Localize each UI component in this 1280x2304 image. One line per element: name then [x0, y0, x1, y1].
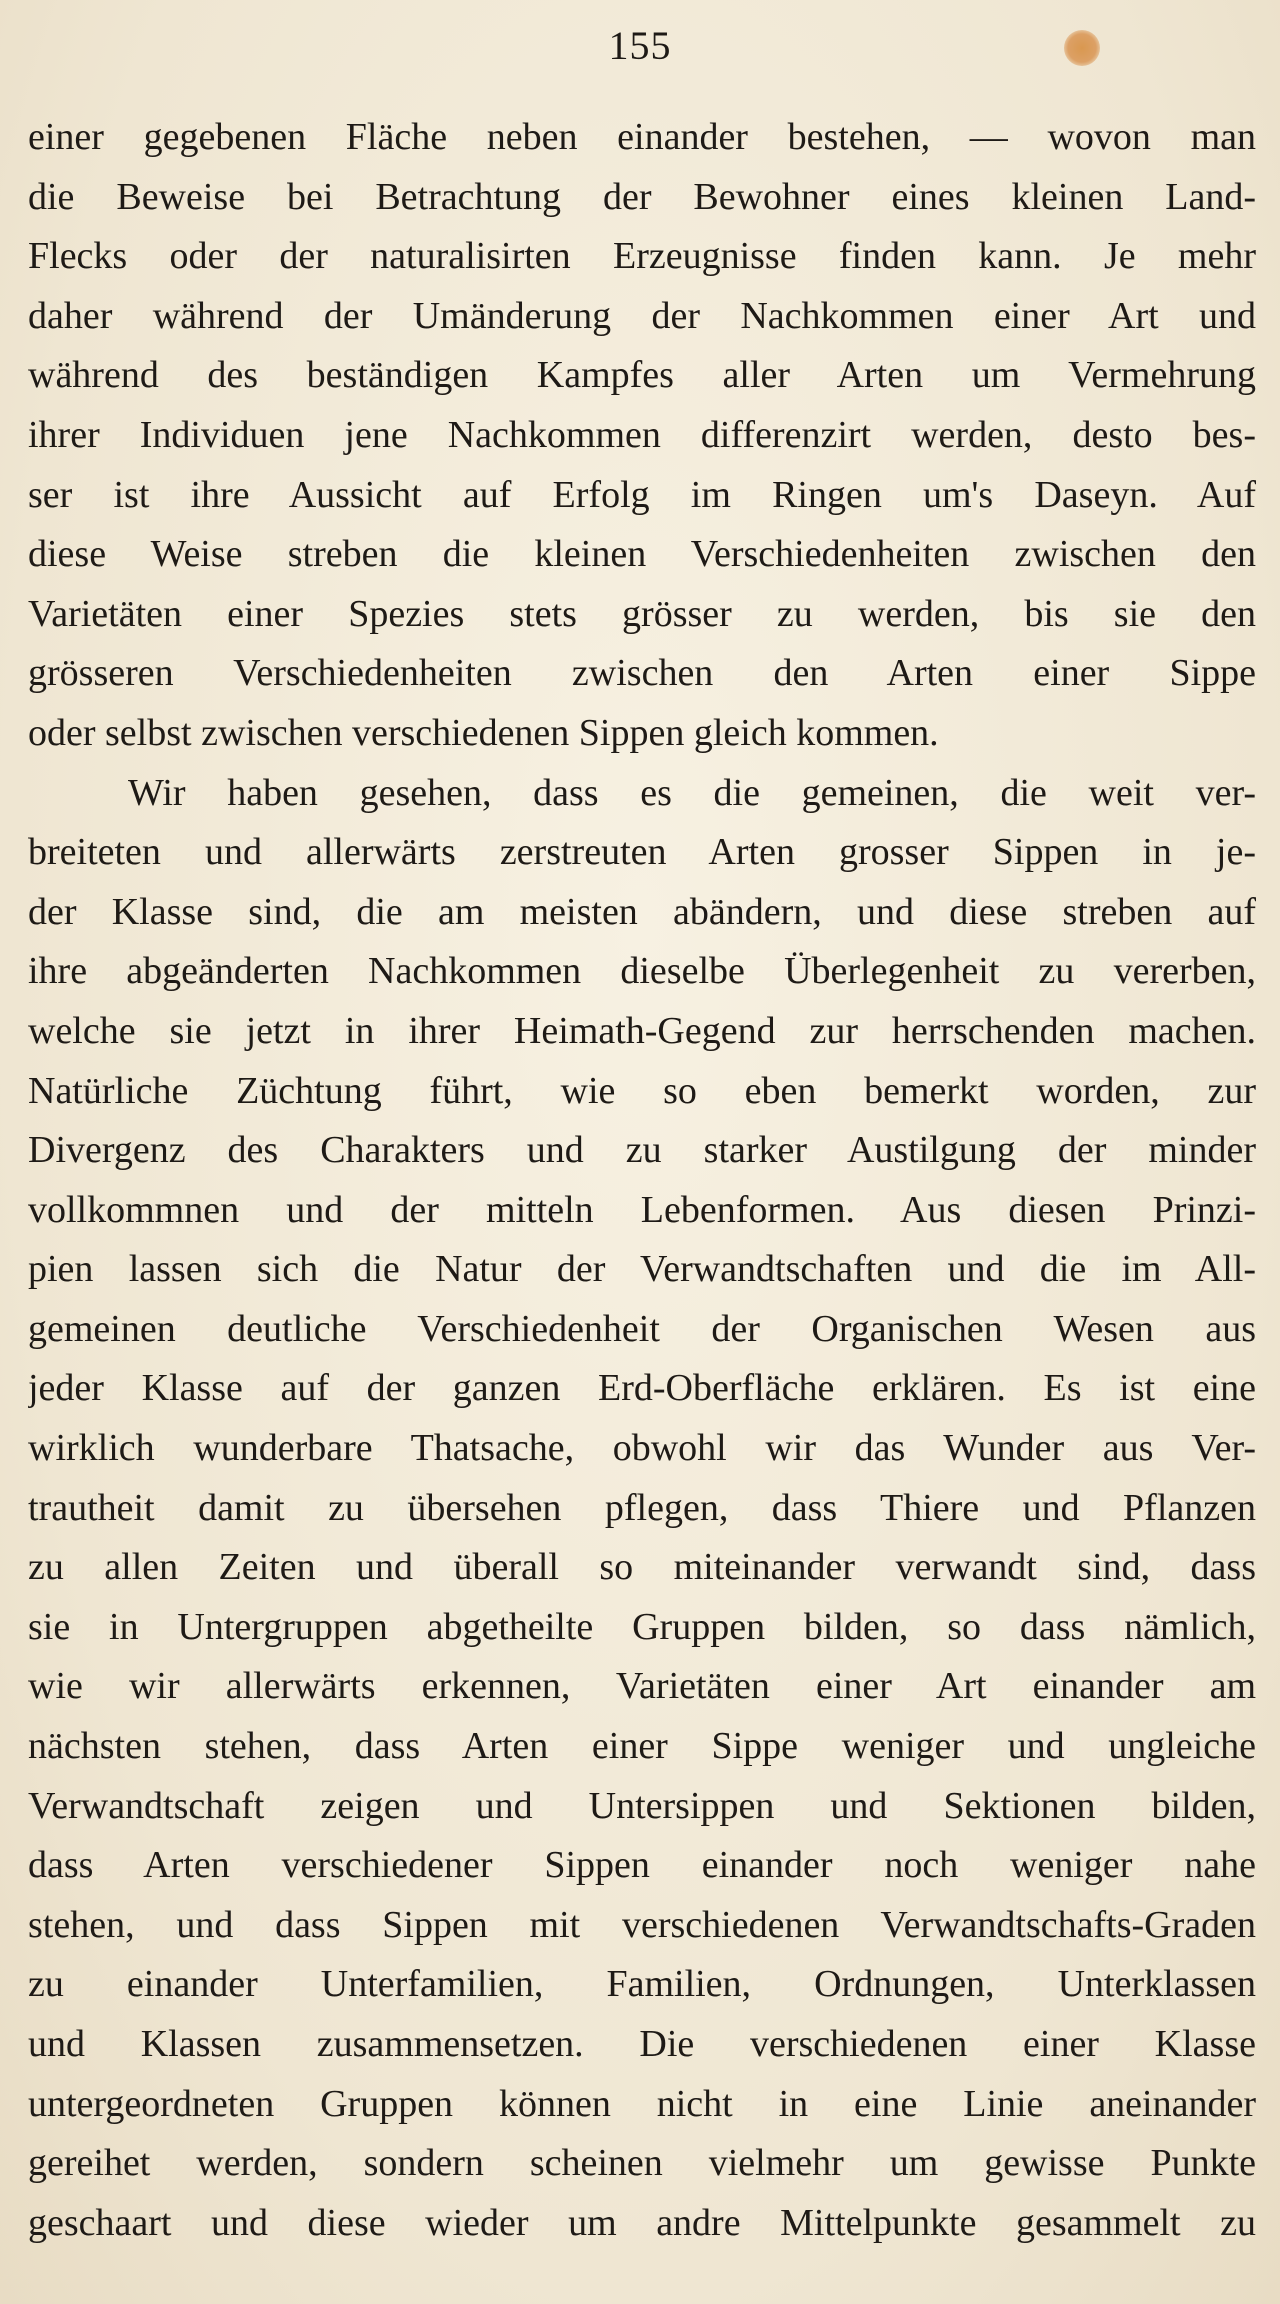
- text-line: breiteten und allerwärts zerstreuten Arten grosser Sippen in je-: [28, 831, 1256, 874]
- text-line: welche sie jetzt in ihrer Heimath-Gegend zur herrschenden machen.: [28, 1009, 1256, 1052]
- text-line: der Klasse sind, die am meisten abändern, und diese streben auf: [28, 890, 1256, 933]
- text-line: Natürliche Züchtung führt, wie so eben bemerkt worden, zur: [28, 1069, 1256, 1112]
- text-line: wie wir allerwärts erkennen, Varietäten einer Art einander am: [28, 1665, 1256, 1708]
- text-line: Verwandtschaft zeigen und Untersippen und Sektionen bilden,: [28, 1784, 1256, 1827]
- text-line: gemeinen deutliche Verschiedenheit der Organischen Wesen aus: [28, 1307, 1256, 1350]
- text-line: trautheit damit zu übersehen pflegen, dass Thiere und Pflanzen: [28, 1486, 1256, 1529]
- body-text: [28, 108, 1256, 2253]
- text-line: nächsten stehen, dass Arten einer Sippe weniger und ungleiche: [28, 1725, 1256, 1768]
- text-line: Varietäten einer Spezies stets grösser zu werden, bis sie den: [28, 592, 1256, 635]
- text-line: gereihet werden, sondern scheinen vielmehr um gewisse Punkte: [28, 2142, 1256, 2185]
- text-line: ihre abgeänderten Nachkommen dieselbe Überlegenheit zu vererben,: [28, 950, 1256, 993]
- text-line: zu einander Unterfamilien, Familien, Ordnungen, Unterklassen: [28, 1963, 1256, 2006]
- text-line: vollkommnen und der mitteln Lebenformen. Aus diesen Prinzi-: [28, 1188, 1256, 1231]
- text-line: dass Arten verschiedener Sippen einander noch weniger nahe: [28, 1844, 1256, 1887]
- page-number: 155: [608, 23, 672, 68]
- text-line: sie in Untergruppen abgetheilte Gruppen bilden, so dass nämlich,: [28, 1605, 1256, 1648]
- text-line: stehen, und dass Sippen mit verschiedenen Verwandtschafts-Graden: [28, 1903, 1256, 1946]
- text-line: geschaart und diese wieder um andre Mittelpunkte gesammelt zu: [28, 2201, 1256, 2244]
- paragraph-end-line: oder selbst zwischen verschiedenen Sippen gleich kommen.: [28, 711, 939, 754]
- text-line: Divergenz des Charakters und zu starker Austilgung der minder: [28, 1129, 1256, 1172]
- text-line: zu allen Zeiten und überall so miteinander verwandt sind, dass: [28, 1546, 1256, 1589]
- text-line: ihrer Individuen jene Nachkommen differenzirt werden, desto bes-: [28, 413, 1256, 456]
- text-line: einer gegebenen Fläche neben einander bestehen, — wovon man: [28, 116, 1256, 158]
- text-line: während des beständigen Kampfes aller Arten um Vermehrung: [28, 354, 1256, 397]
- text-line: Flecks oder der naturalisirten Erzeugnisse finden kann. Je mehr: [28, 235, 1256, 278]
- text-line: wirklich wunderbare Thatsache, obwohl wir das Wunder aus Ver-: [28, 1427, 1256, 1470]
- text-line: grösseren Verschiedenheiten zwischen den Arten einer Sippe: [28, 652, 1256, 695]
- text-line: ser ist ihre Aussicht auf Erfolg im Ringen um's Daseyn. Auf: [28, 473, 1256, 516]
- text-line: die Beweise bei Betrachtung der Bewohner eines kleinen Land-: [28, 175, 1256, 218]
- text-line: pien lassen sich die Natur der Verwandtschaften und die im All-: [28, 1248, 1256, 1291]
- paper-stain: [1064, 30, 1100, 66]
- paragraph-start-line: Wir haben gesehen, dass es die gemeinen, die weit ver-: [128, 771, 1256, 814]
- text-line: jeder Klasse auf der ganzen Erd-Oberfläche erklären. Es ist eine: [28, 1367, 1256, 1410]
- text-line: und Klassen zusammensetzen. Die verschiedenen einer Klasse: [28, 2023, 1256, 2065]
- text-line: diese Weise streben die kleinen Verschiedenheiten zwischen den: [28, 533, 1256, 576]
- text-line: untergeordneten Gruppen können nicht in eine Linie aneinander: [28, 2082, 1256, 2125]
- text-line: daher während der Umänderung der Nachkommen einer Art und: [28, 294, 1256, 337]
